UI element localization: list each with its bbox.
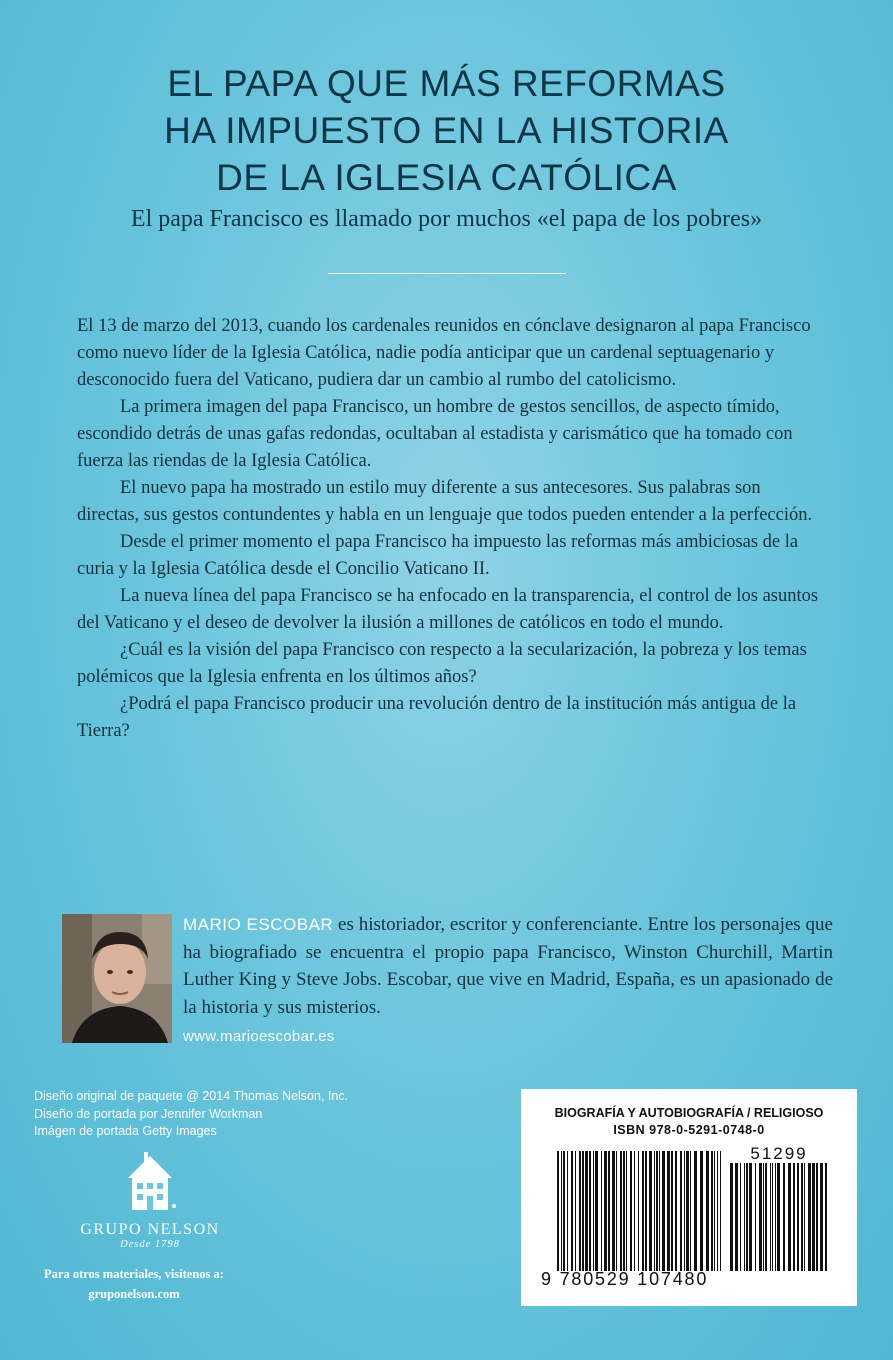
synopsis [77, 313, 821, 745]
synopsis-paragraph: La nueva línea del papa Francisco se ha enfocado en la transparencia, el control de los asuntos del Vaticano y el deseo de devolver la ilusión a millones de católicos en todo el mundo. [77, 586, 819, 633]
divider [328, 273, 566, 274]
publisher-logo [55, 1150, 245, 1250]
credit-line: Diseño de portada por Jennifer Workman [34, 1106, 263, 1121]
barcode-addon-number: 51299 [750, 1144, 808, 1163]
synopsis-paragraph: La primera imagen del papa Francisco, un hombre de gestos sencillos, de aspecto tímido, escondido detrás de unas gafas redondas, ocultaban al estadista y carismático que ha tomado con fuerza las riendas de la Iglesia Católica. [77, 397, 793, 471]
credit-line: Diseño original de paquete @ 2014 Thomas Nelson, Inc. [34, 1089, 349, 1103]
headline-line-2: HA IMPUESTO EN LA HISTORIA [164, 110, 729, 151]
synopsis-paragraph: ¿Cuál es la visión del papa Francisco con respecto a la secularización, la pobreza y los temas polémicos que la Iglesia enfrenta en los últimos años? [77, 640, 807, 687]
author-bio-text: es historiador, escritor y conferenciante. Entre los personajes que ha biografiado se encuentra el propio papa Francisco, Winston Churchill, Martin Luther King y Steve Jobs. Escobar, que vive en Madrid, España, es un apasionado de la historia y sus misterios. [183, 914, 833, 1018]
author-portrait-icon [62, 914, 172, 1043]
headline-line-3: DE LA IGLESIA CATÓLICA [216, 157, 677, 198]
synopsis-paragraph: El 13 de marzo del 2013, cuando los cardenales reunidos en cónclave designaron al papa Francisco como nuevo líder de la Iglesia Católica, nadie podía anticipar que un cardenal septuagenario y desconocido fuera del Vaticano, pudiera dar un cambio al rumbo del catolicismo. [77, 316, 811, 390]
synopsis-paragraph: Desde el primer momento el papa Francisco ha impuesto las reformas más ambiciosas de la curia y la Iglesia Católica desde el Concilio Vaticano II. [77, 532, 799, 579]
author-photo [62, 914, 172, 1043]
synopsis-paragraph: El nuevo papa ha mostrado un estilo muy diferente a sus antecesores. Sus palabras son directas, sus gestos contundentes y habla en un lenguaje que todos pueden entender a la perfección. [77, 478, 813, 525]
credit-line: Imágen de portada Getty Images [34, 1124, 217, 1138]
synopsis-paragraph: ¿Podrá el papa Francisco producir una revolución dentro de la institución más antigua de la Tierra? [77, 694, 797, 741]
credits [34, 1088, 348, 1141]
publisher-since: Desde 1798 [120, 1239, 180, 1250]
headline-line-1: EL PAPA QUE MÁS REFORMAS [167, 63, 726, 104]
visit-line: Para otros materiales, visítenos a: [44, 1267, 224, 1281]
publisher-name: GRUPO NELSON [80, 1221, 220, 1238]
book-category: BIOGRAFÍA Y AUTOBIOGRAFÍA / RELIGIOSO [554, 1106, 824, 1120]
author-name: MARIO ESCOBAR [183, 915, 334, 934]
barcode-addon-icon [730, 1163, 828, 1271]
barcode-icon [557, 1151, 721, 1271]
author-bio [183, 911, 833, 1021]
isbn-label: ISBN 978-0-5291-0748-0 [613, 1123, 765, 1137]
visit-info [34, 1264, 234, 1304]
publisher-website-link[interactable]: gruponelson.com [88, 1287, 180, 1301]
barcode-digits: 9 780529 107480 [541, 1269, 709, 1289]
house-icon [120, 1150, 180, 1212]
headline [0, 60, 893, 201]
author-website-link[interactable]: www.marioescobar.es [183, 1028, 335, 1045]
subtitle: El papa Francisco es llamado por muchos «el papa de los pobres» [130, 206, 763, 232]
barcode-panel [521, 1089, 857, 1306]
